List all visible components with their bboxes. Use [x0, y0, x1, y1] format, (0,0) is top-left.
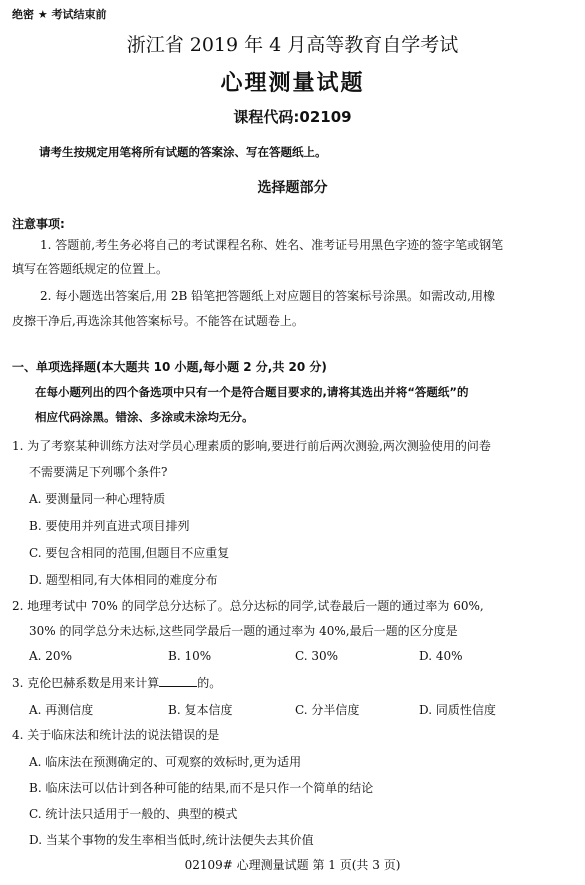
question-1-option-a: A. 要测量同一种心理特质: [29, 492, 166, 506]
answer-instruction: 请考生按规定用笔将所有试题的答案涂、写在答题纸上。: [39, 145, 327, 159]
question-3-option-a: A. 再测信度: [29, 703, 94, 717]
notice-item-2-line-2: 皮擦干净后,再选涂其他答案标号。不能答在试题卷上。: [12, 314, 304, 328]
course-code: 课程代码:02109: [233, 108, 352, 126]
question-2-line-2: 30% 的同学总分未达标,这些同学最后一题的通过率为 40%,最后一题的区分度是: [29, 624, 458, 638]
notice-item-2-line-1: 2. 每小题选出答案后,用 2B 铅笔把答题纸上对应题目的答案标号涂黑。如需改动,用橡: [40, 289, 495, 303]
notice-heading: 注意事项:: [12, 217, 65, 231]
section-desc-line-1: 在每小题列出的四个备选项中只有一个是符合题目要求的,请将其选出并将“答题纸”的: [35, 385, 469, 399]
question-4-option-a: A. 临床法在预测确定的、可观察的效标时,更为适用: [29, 755, 302, 769]
question-2-line-1: 2. 地理考试中 70% 的同学总分达标了。总分达标的同学,试卷最后一题的通过率为 60%,: [12, 599, 484, 613]
question-4-option-b: B. 临床法可以估计到各种可能的结果,而不是只作一个简单的结论: [29, 781, 374, 795]
question-1-line-1: 1. 为了考察某种训练方法对学员心理素质的影响,要进行前后两次测验,两次测验使用的问卷: [12, 439, 491, 453]
question-2-option-b: B. 10%: [168, 649, 212, 663]
question-1-option-b: B. 要使用并列直进式项目排列: [29, 519, 190, 533]
subject-title: 心理测量试题: [220, 71, 365, 96]
question-4-option-c: C. 统计法只适用于一般的、典型的模式: [29, 807, 238, 821]
question-3-prefix: 3. 克伦巴赫系数是用来计算: [12, 676, 160, 690]
question-3-option-b: B. 复本信度: [168, 703, 233, 717]
exam-title: 浙江省 2019 年 4 月高等教育自学考试: [126, 34, 459, 56]
question-3-blank: [159, 674, 197, 687]
section-desc-line-2: 相应代码涂黑。错涂、多涂或未涂均无分。: [35, 410, 254, 424]
question-3-option-d: D. 同质性信度: [419, 703, 496, 717]
question-1-option-c: C. 要包含相同的范围,但题目不应重复: [29, 546, 230, 560]
question-3-suffix: 的。: [197, 676, 222, 690]
question-1-option-d: D. 题型相同,有大体相同的难度分布: [29, 573, 218, 587]
question-1-line-2: 不需要满足下列哪个条件?: [29, 465, 168, 479]
question-4-option-d: D. 当某个事物的发生率相当低时,统计法便失去其价值: [29, 833, 314, 847]
section-title: 一、单项选择题(本大题共 10 小题,每小题 2 分,共 20 分): [12, 360, 327, 374]
page-footer: 02109# 心理测量试题 第 1 页(共 3 页): [184, 858, 401, 872]
notice-item-1-line-2: 填写在答题纸规定的位置上。: [12, 262, 169, 276]
question-4-stem: 4. 关于临床法和统计法的说法错误的是: [12, 728, 220, 742]
question-2-option-d: D. 40%: [419, 649, 463, 663]
question-2-option-a: A. 20%: [29, 649, 72, 663]
question-3-stem: [12, 674, 221, 691]
confidential-label: 绝密 ★ 考试结束前: [12, 8, 107, 21]
question-2-option-c: C. 30%: [295, 649, 339, 663]
part-name: 选择题部分: [257, 180, 328, 196]
question-3-option-c: C. 分半信度: [295, 703, 360, 717]
notice-item-1-line-1: 1. 答题前,考生务必将自己的考试课程名称、姓名、准考证号用黑色字迹的签字笔或钢笔: [40, 238, 504, 252]
